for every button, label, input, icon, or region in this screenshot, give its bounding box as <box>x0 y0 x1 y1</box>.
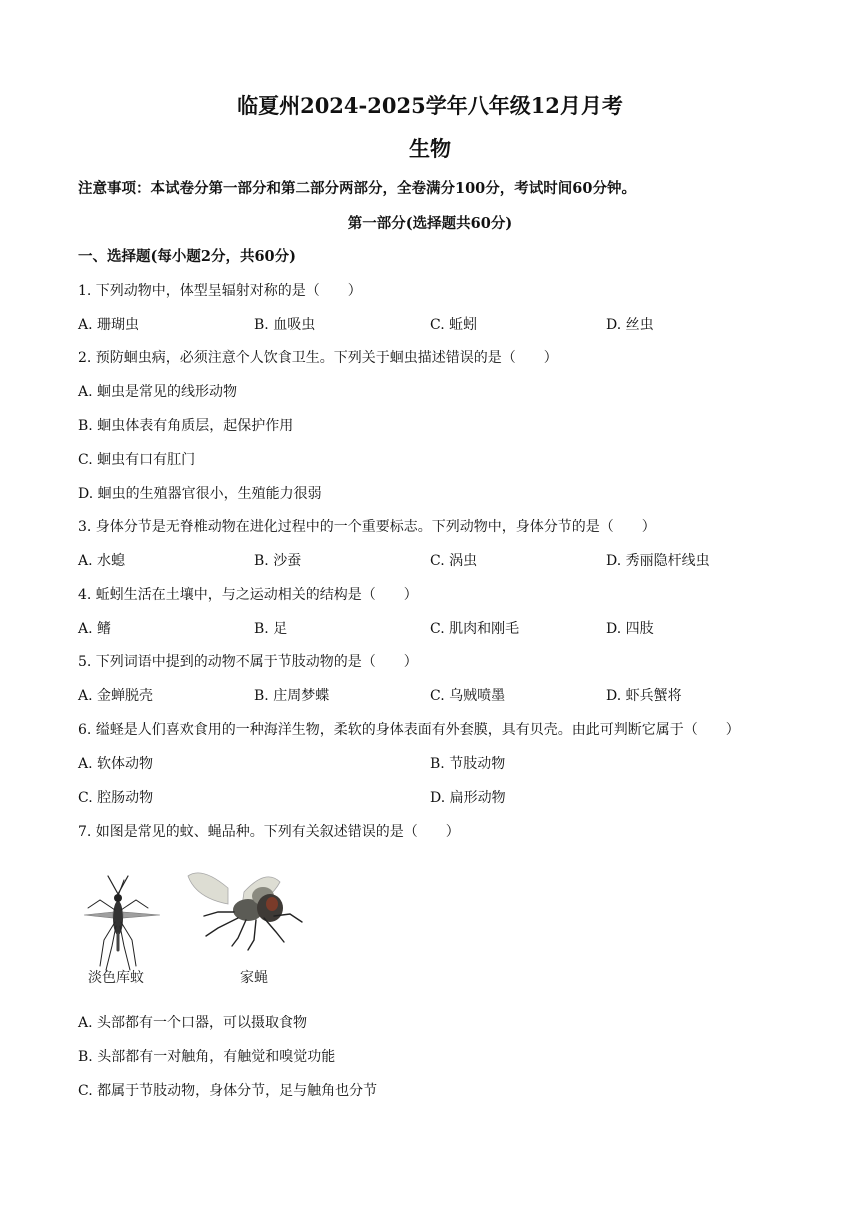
question-2-stem: 2. 预防蛔虫病，必须注意个人饮食卫生。下列关于蛔虫描述错误的是（ ） <box>78 350 558 366</box>
question-3-stem: 3. 身体分节是无脊椎动物在进化过程中的一个重要标志。下列动物中，身体分节的是（ ） <box>78 519 656 535</box>
question-4-option-d: D. 四肢 <box>606 621 654 637</box>
question-2-option-a: A. 蛔虫是常见的线形动物 <box>78 384 238 400</box>
question-5-stem: 5. 下列词语中提到的动物不属于节肢动物的是（ ） <box>78 654 418 670</box>
question-6-option-d: D. 扁形动物 <box>430 790 506 806</box>
question-5-option-a: A. 金蝉脱壳 <box>78 688 154 704</box>
question-4-option-a: A. 鳍 <box>78 621 112 637</box>
question-1-option-c: C. 蚯蚓 <box>430 317 478 333</box>
mosquito-illustration <box>84 876 160 970</box>
subject-title: 生物 <box>409 136 451 161</box>
question-5-option-b: B. 庄周梦蝶 <box>254 688 330 704</box>
question-2-option-b: B. 蛔虫体表有角质层，起保护作用 <box>78 418 294 434</box>
housefly-illustration <box>188 873 302 950</box>
question-7-option-b: B. 头部都有一对触角，有触觉和嗅觉功能 <box>78 1049 336 1065</box>
fly-label: 家蝇 <box>240 970 268 986</box>
question-4-option-b: B. 足 <box>254 621 288 637</box>
question-1-option-a: A. 珊瑚虫 <box>78 317 140 333</box>
exam-title: 临夏州2024-2025学年八年级12月月考 <box>237 93 623 118</box>
section-heading: 一、选择题(每小题2分，共60分) <box>78 248 296 265</box>
question-7-stem: 7. 如图是常见的蚊、蝇品种。下列有关叙述错误的是（ ） <box>78 824 460 840</box>
question-1-option-b: B. 血吸虫 <box>254 317 316 333</box>
mosquito-label: 淡色库蚊 <box>88 970 144 986</box>
question-3-option-d: D. 秀丽隐杆线虫 <box>606 553 710 569</box>
part-heading: 第一部分(选择题共60分) <box>347 215 513 232</box>
exam-notice: 注意事项：本试卷分第一部分和第二部分两部分，全卷满分100分，考试时间60分钟。 <box>78 180 636 197</box>
question-1-option-d: D. 丝虫 <box>606 317 654 333</box>
question-5-option-c: C. 乌贼喷墨 <box>430 688 506 704</box>
question-6-option-c: C. 腔肠动物 <box>78 790 154 806</box>
question-2-option-c: C. 蛔虫有口有肛门 <box>78 452 196 468</box>
question-1-stem: 1. 下列动物中，体型呈辐射对称的是（ ） <box>78 283 362 299</box>
question-3-option-a: A. 水螅 <box>78 553 126 569</box>
question-3-option-c: C. 涡虫 <box>430 553 478 569</box>
question-4-stem: 4. 蚯蚓生活在土壤中，与之运动相关的结构是（ ） <box>78 587 418 603</box>
question-6-option-a: A. 软体动物 <box>78 756 154 772</box>
question-6-stem: 6. 缢蛏是人们喜欢食用的一种海洋生物，柔软的身体表面有外套膜，具有贝壳。由此可判断它属于（ ） <box>78 722 740 738</box>
question-5-option-d: D. 虾兵蟹将 <box>606 688 682 704</box>
question-2-option-d: D. 蛔虫的生殖器官很小，生殖能力很弱 <box>78 486 322 502</box>
question-4-option-c: C. 肌肉和刚毛 <box>430 621 520 637</box>
question-7-option-c: C. 都属于节肢动物，身体分节，足与触角也分节 <box>78 1083 378 1099</box>
mosquito-fly-figure <box>78 866 318 990</box>
question-6-option-b: B. 节肢动物 <box>430 756 506 772</box>
question-3-option-b: B. 沙蚕 <box>254 553 302 569</box>
question-7-option-a: A. 头部都有一个口器，可以摄取食物 <box>78 1015 308 1031</box>
